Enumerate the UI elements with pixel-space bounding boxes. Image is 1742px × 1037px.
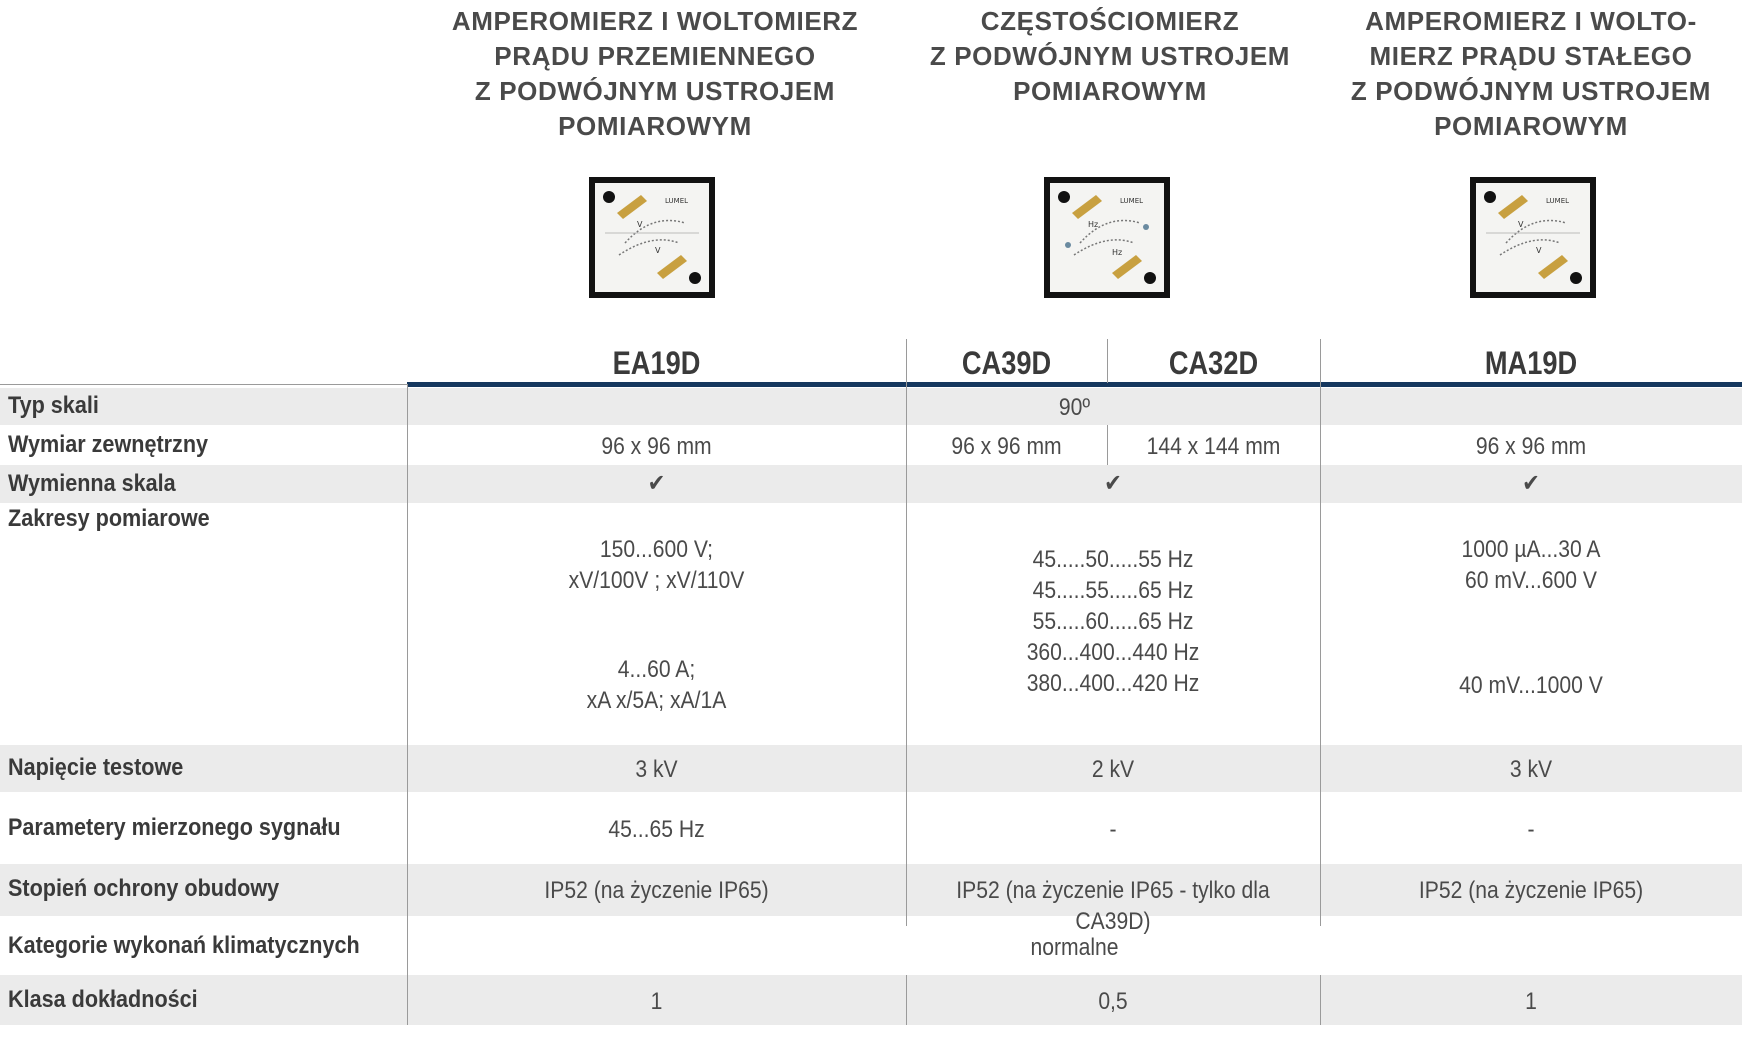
svg-text:LUMEL: LUMEL [665, 197, 689, 205]
model-ca39d: CA39D [961, 345, 1052, 381]
cell-zakresy-ca: 45.....50.....55 Hz 45.....55.....65 Hz 55.....60.....65 Hz 360...400...440 Hz 380...400...420 Hz [1026, 546, 1200, 697]
model-ca32d: CA32D [1168, 345, 1259, 381]
cell-klasa-ma19d: 1 [1525, 988, 1537, 1015]
check-icon-ca: ✔ [1104, 470, 1122, 497]
check-icon-ma19d: ✔ [1522, 470, 1540, 497]
cell-zakresy-ea19d-voltage: 150...600 V; xV/100V ; xV/110V [568, 536, 745, 594]
header-title-frequency: CZĘSTOŚCIOMIERZ Z PODWÓJNYM USTROJEM POMIAROWYM [929, 6, 1291, 106]
label-parametry: Parametery mierzonego sygnału [8, 814, 341, 841]
check-icon-ea19d: ✔ [647, 470, 666, 497]
label-ochrona: Stopień ochrony obudowy [8, 875, 280, 902]
cell-klasa-ca: 0,5 [1098, 988, 1128, 1015]
svg-text:LUMEL: LUMEL [1546, 197, 1570, 205]
label-kategorie: Kategorie wykonań klimatycznych [8, 932, 360, 959]
cell-ochrona-ca: IP52 (na życzenie IP65 - tylko dla CA39D) [956, 877, 1270, 935]
meter-ac-photo [589, 177, 715, 298]
column-divider-ca-ma [1320, 339, 1321, 926]
svg-text:Hz: Hz [1112, 248, 1123, 257]
cell-ochrona-ma19d: IP52 (na życzenie IP65) [1418, 877, 1644, 904]
cell-wymiar-ca32d: 144 x 144 mm [1146, 433, 1281, 460]
svg-text:V: V [1536, 246, 1542, 255]
svg-text:V: V [1518, 220, 1524, 229]
cell-ochrona-ea19d: IP52 (na życzenie IP65) [544, 877, 769, 904]
cell-zakresy-ea19d-current: 4...60 A; xA x/5A; xA/1A [586, 656, 727, 714]
cell-zakresy-ma19d-top: 1000 µA...30 A 60 mV...600 V [1461, 536, 1601, 594]
model-ea19d: EA19D [612, 345, 701, 381]
cell-parametry-ca: - [1109, 816, 1117, 843]
column-divider-ca39-ca32 [1107, 339, 1108, 383]
column-divider-ea-ca-bottom [906, 975, 907, 1025]
label-typ-skali: Typ skali [8, 392, 99, 419]
cell-parametry-ea19d: 45...65 Hz [608, 816, 705, 843]
cell-kategorie: normalne [1030, 934, 1119, 961]
column-divider-ca-ma-bottom [1320, 975, 1321, 1025]
cell-wymiar-ma19d: 96 x 96 mm [1475, 433, 1587, 460]
label-wymiar: Wymiar zewnętrzny [8, 431, 209, 458]
svg-text:Hz: Hz [1088, 220, 1099, 229]
cell-typ-skali: 90º [1058, 394, 1091, 421]
label-wymienna: Wymienna skala [8, 470, 176, 497]
cell-klasa-ea19d: 1 [650, 988, 663, 1015]
header-title-dc: AMPEROMIERZ I WOLTO- MIERZ PRĄDU STAŁEGO Z PODWÓJNYM USTROJEM POMIAROWYM [1350, 6, 1712, 141]
svg-text:LUMEL: LUMEL [1120, 197, 1144, 205]
cell-zakresy-ma19d-bottom: 40 mV...1000 V [1459, 672, 1603, 699]
cell-wymiar-ca39d: 96 x 96 mm [951, 433, 1062, 460]
label-column-top-rule [0, 384, 407, 385]
label-napiecie: Napięcie testowe [8, 754, 184, 781]
cell-parametry-ma19d: - [1527, 816, 1535, 843]
column-divider-ea-ca [906, 339, 907, 926]
svg-text:V: V [637, 220, 643, 229]
column-divider-label [407, 384, 408, 1025]
column-divider-ca39-ca32-dim [1107, 425, 1108, 465]
label-klasa: Klasa dokładności [8, 986, 198, 1013]
cell-napiecie-ea19d: 3 kV [635, 756, 678, 783]
meter-frequency-photo [1044, 177, 1170, 298]
cell-napiecie-ma19d: 3 kV [1509, 756, 1553, 783]
model-ma19d: MA19D [1484, 345, 1578, 381]
cell-wymiar-ea19d: 96 x 96 mm [601, 433, 712, 460]
cell-napiecie-ca: 2 kV [1091, 756, 1135, 783]
label-zakresy: Zakresy pomiarowe [8, 505, 210, 532]
meter-dc-photo [1470, 177, 1596, 298]
svg-text:V: V [655, 246, 661, 255]
header-title-ac: AMPEROMIERZ I WOLTOMIERZ PRĄDU PRZEMIENNEGO Z PODWÓJNYM USTROJEM POMIAROWYM [451, 6, 859, 141]
